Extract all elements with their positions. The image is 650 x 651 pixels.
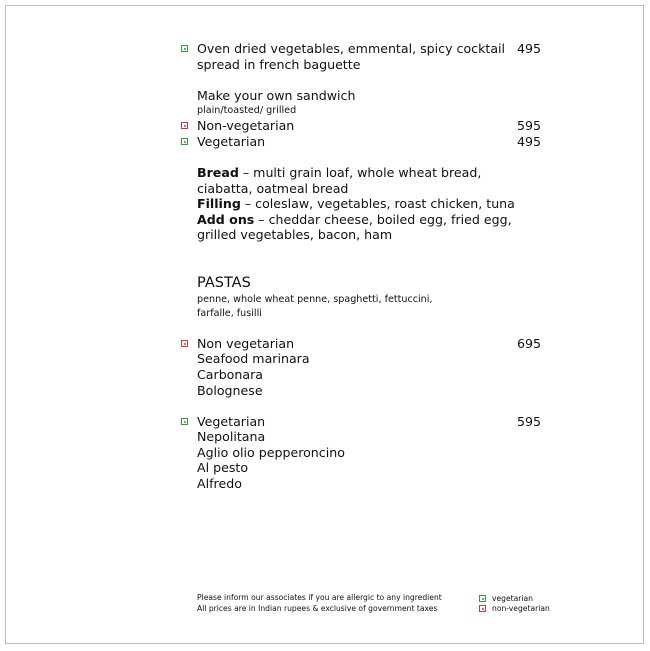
pasta-veg-label: Vegetarian [197, 414, 266, 429]
legend-nonveg-label: non-vegetarian [492, 604, 550, 613]
pastas-subtitle-line2: farfalle, fusilli [197, 308, 262, 319]
addons-options-line2: grilled vegetables, bacon, ham [197, 227, 393, 242]
list-item: Aglio olio pepperoncino [197, 445, 345, 460]
bread-options-line1: Bread – multi grain loaf, whole wheat bread, [197, 165, 482, 180]
sandwich-veg-price: 495 [517, 134, 542, 149]
veg-indicator-icon [181, 418, 188, 425]
allergy-note: Please inform our associates if you are allergic to any ingredient [197, 593, 442, 602]
legend-nonveg-icon [479, 605, 486, 612]
sandwich-nonveg-label: Non-vegetarian [197, 118, 295, 133]
pasta-nonveg-price: 695 [517, 336, 542, 351]
item-price: 495 [517, 41, 542, 56]
addons-label: Add ons [197, 212, 255, 227]
section-title-make-sandwich: Make your own sandwich [197, 88, 356, 103]
bread-label: Bread [197, 165, 239, 180]
filling-options: Filling – coleslaw, vegetables, roast chicken, tuna [197, 196, 515, 211]
list-item: Al pesto [197, 460, 249, 475]
pasta-veg-price: 595 [517, 414, 542, 429]
section-subtitle-sandwich: plain/toasted/ grilled [197, 105, 297, 116]
legend-veg-icon [479, 595, 486, 602]
nonveg-indicator-icon [181, 340, 188, 347]
bread-options-line2: ciabatta, oatmeal bread [197, 181, 349, 196]
list-item: Nepolitana [197, 429, 266, 444]
legend-veg-label: vegetarian [492, 594, 533, 603]
list-item: Alfredo [197, 476, 242, 491]
veg-indicator-icon [181, 45, 188, 52]
filling-label: Filling [197, 196, 241, 211]
pastas-subtitle-line1: penne, whole wheat penne, spaghetti, fettuccini, [197, 294, 433, 305]
price-note: All prices are in Indian rupees & exclusive of government taxes [197, 604, 438, 613]
addons-options-line1: Add ons – cheddar cheese, boiled egg, fried egg, [197, 212, 512, 227]
list-item: Carbonara [197, 367, 263, 382]
sandwich-nonveg-price: 595 [517, 118, 542, 133]
nonveg-indicator-icon [181, 122, 188, 129]
item-description-line2: spread in french baguette [197, 57, 361, 72]
pasta-nonveg-label: Non vegetarian [197, 336, 295, 351]
list-item: Bolognese [197, 383, 263, 398]
veg-indicator-icon [181, 138, 188, 145]
list-item: Seafood marinara [197, 351, 310, 366]
section-title-pastas: PASTAS [197, 275, 251, 291]
item-description-line1: Oven dried vegetables, emmental, spicy cocktail [197, 41, 506, 56]
sandwich-veg-label: Vegetarian [197, 134, 266, 149]
